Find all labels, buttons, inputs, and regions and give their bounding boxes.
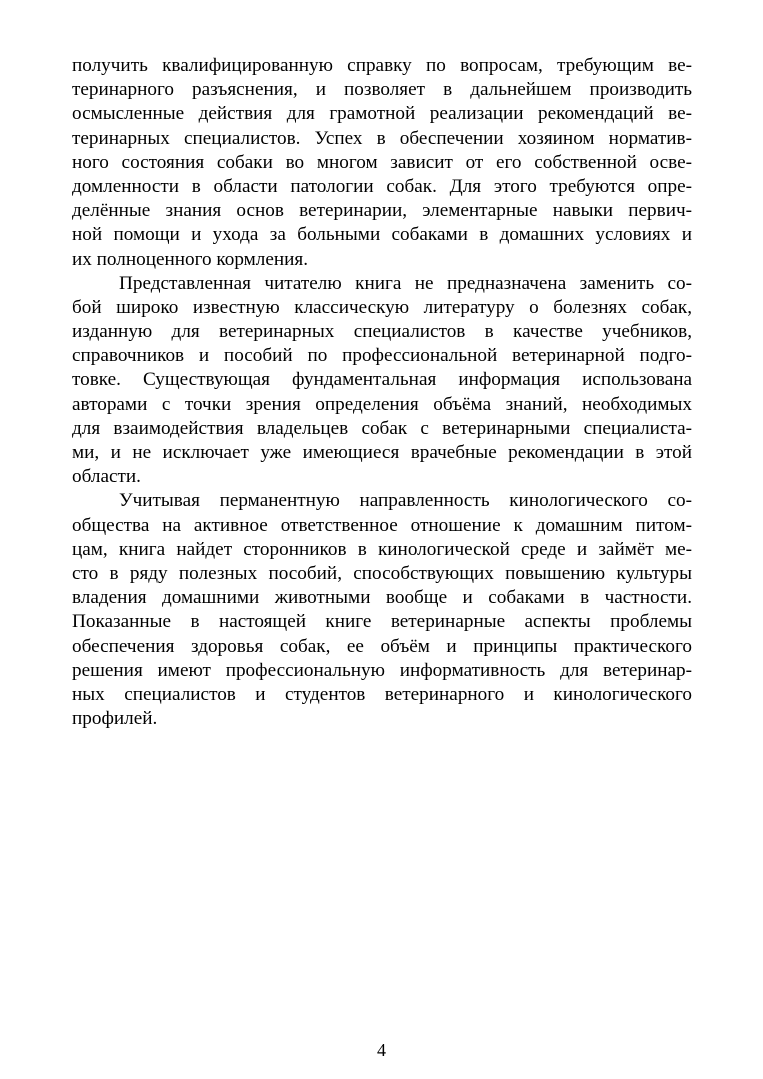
text-line: сто в ряду полезных пособий, способствующих повышению культуры [72, 562, 692, 584]
page-number: 4 [377, 1040, 386, 1060]
text-line: авторами с точки зрения определения объёма знаний, необходимых [72, 393, 692, 415]
text-line: обеспечения здоровья собак, ее объём и принципы практического [72, 635, 692, 657]
text-line: изданную для ветеринарных специалистов в качестве учебников, [72, 321, 692, 343]
text-line: цам, книга найдет сторонников в кинологической среде и займёт ме- [72, 538, 692, 560]
text-line: их полноценного кормления. [72, 248, 309, 270]
text-line: области. [72, 466, 141, 488]
text-line: ного состояния собаки во многом зависит от его собственной осве- [72, 151, 692, 173]
text-line: ных специалистов и студентов ветеринарного и кинологического [72, 683, 692, 705]
text-line: общества на активное ответственное отношение к домашним питом- [72, 514, 692, 536]
paragraph-3 [72, 489, 692, 731]
text-line: осмысленные действия для грамотной реализации рекомендаций ве- [72, 103, 692, 125]
text-line: для взаимодействия владельцев собак с ветеринарными специалиста- [72, 417, 692, 439]
text-line: Показанные в настоящей книге ветеринарные аспекты проблемы [72, 611, 692, 633]
text-line: справочников и пособий по профессиональной ветеринарной подго- [72, 345, 692, 367]
text-line: владения домашними животными вообще и собаками в частности. [72, 587, 692, 609]
text-line: решения имеют профессиональную информативность для ветеринар- [72, 659, 692, 681]
text-line: ной помощи и ухода за больными собаками в домашних условиях и [72, 224, 692, 246]
text-line: профилей. [72, 708, 158, 730]
paragraph-1 [72, 54, 692, 272]
text-line: ми, и не исключает уже имеющиеся врачебные рекомендации в этой [72, 442, 692, 463]
paragraph-2 [72, 272, 692, 490]
text-line: теринарного разъяснения, и позволяет в дальнейшем производить [72, 79, 692, 101]
body-text [72, 54, 692, 731]
text-line: делённые знания основ ветеринарии, элементарные навыки первич- [72, 200, 692, 222]
text-line: получить квалифицированную справку по вопросам, требующим ве- [72, 55, 692, 76]
text-line: товке. Существующая фундаментальная информация использована [72, 369, 692, 391]
text-line: Учитывая перманентную направленность кинологического со- [119, 490, 692, 512]
text-line: бой широко известную классическую литературу о болезнях собак, [72, 296, 692, 318]
text-line: домленности в области патологии собак. Для этого требуются опре- [72, 175, 692, 197]
text-line: Представленная читателю книга не предназначена заменить со- [119, 272, 692, 294]
text-line: теринарных специалистов. Успех в обеспечении хозяином норматив- [72, 127, 692, 149]
